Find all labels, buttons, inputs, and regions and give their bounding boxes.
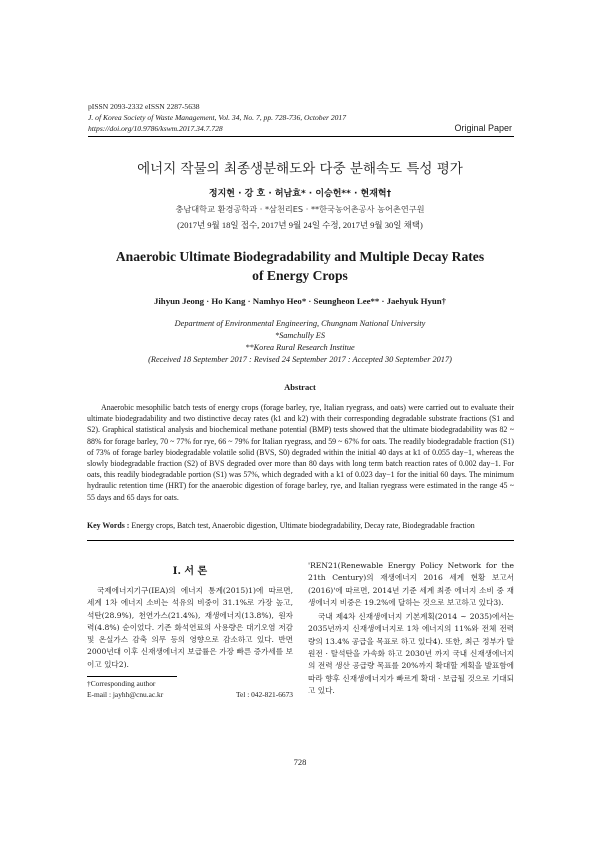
footnote-divider <box>87 676 177 677</box>
section-heading-introduction: I. 서 론 <box>172 566 208 577</box>
intro-paragraph-right-2: 국내 제4차 신재생에너지 기본계획(2014 ~ 2035)에서는 2035년까지 신재생에너지로 1차 에너지의 11%와 전체 전력량의 13.4% 공급을 목표로 하고 있다4). 또한, 최근 정부가 탈원전 · 탈석탄을 가속화 하고 2030년 까지 국내 신재생에너지의 전력 생산 공급량 목표를 20%까지 확대할 계획을 발표함에 따라 향후 신재생에너지가 빠르게 확대 · 보급될 것으로 기대되고 있다. <box>308 612 514 695</box>
abstract-heading: Abstract <box>284 382 316 392</box>
english-dates: (Received 18 September 2017 : Revised 24 September 2017 : Accepted 30 September 2017) <box>148 355 452 364</box>
journal-header <box>88 101 346 134</box>
affiliation-3: **Korea Rural Research Institue <box>245 343 355 352</box>
footnote-tel: Tel : 042-821-6673 <box>236 689 293 699</box>
korean-affiliation: 충남대학교 환경공학과 · *삼천리ES · **한국농어촌공사 농어촌연구원 <box>175 204 425 214</box>
footnote-email: E-mail : jayhh@cnu.ac.kr <box>87 689 164 699</box>
corresponding-author-footnote <box>87 679 293 700</box>
english-title-line-1: Anaerobic Ultimate Biodegradability and Multiple Decay Rates <box>115 249 485 264</box>
keywords-divider <box>87 540 514 541</box>
english-title-line-2: of Energy Crops <box>252 268 348 283</box>
journal-citation: J. of Korea Society of Waste Management, Vol. 34, No. 7, pp. 728-736, October 2017 <box>88 113 347 122</box>
affiliation-2: *Samchully ES <box>274 331 325 340</box>
header-divider <box>88 136 514 137</box>
keywords-label: Key Words : <box>87 521 130 530</box>
intro-right-column <box>308 560 514 697</box>
article-type-label: Original Paper <box>454 123 512 133</box>
english-affiliations <box>70 318 530 354</box>
issn-line: pISSN 2093-2332 eISSN 2287-5638 <box>88 102 200 111</box>
abstract-text: Anaerobic mesophilic batch tests of energy crops (forage barley, rye, Italian ryegrass, and oats) were carried out to evaluate their ultimate biodegradability and two distinctive decay rates (k1 and k2) with their corresponding degradable substrate fractions (S1 and S2). Graphical statistical analysis and biochemical methane potential (BMP) tests showed that the ultimate biodegradability was 82 ~ 88% for forage barley, 70 ~ 77% for rye, 66 ~ 79% for Italian ryegrass, and 59 ~ 67% for oats. The readily biodegradable fraction (S1) of 73% of forage barley biodegradable volatile solid (BVS, S0) degraded within the initial 40 days at k1 of 0.055 day−1, whereas the slowly biodegradable fraction (S2) of BVS degraded over more than 80 days with long term batch reaction rates of 0.002 day−1. For oats, this readily biodegradable portion (S1) was 57%, which degraded with a k1 of 0.023 day−1 for the initial 60 days. The minimum hydraulic retention time (HRT) for the anaerobic digestion of forage barley, rye, and Italian ryegrass were estimated in the range 45 ~ 55 days and 65 days for oats. <box>87 403 514 502</box>
keywords-list: Energy crops, Batch test, Anaerobic digestion, Ultimate biodegradability, Decay rate, Biodegradable fraction <box>131 521 475 530</box>
english-authors: Jihyun Jeong · Ho Kang · Namhyo Heo* · Seungheon Lee** · Jaehyuk Hyun† <box>153 296 447 306</box>
page-number: 728 <box>293 757 307 767</box>
english-title <box>70 247 530 285</box>
doi-link[interactable]: https://doi.org/10.9786/kswm.2017.34.7.728 <box>88 124 223 133</box>
korean-title: 에너지 작물의 최종생분해도와 다중 분해속도 특성 평가 <box>137 161 463 177</box>
korean-dates: (2017년 9월 18일 접수, 2017년 9월 24일 수정, 2017년 9월 30일 채택) <box>177 220 423 230</box>
korean-authors: 정지현 · 강 호 · 허남효* · 이승헌** · 현재혁† <box>208 189 392 199</box>
keywords <box>87 521 514 530</box>
intro-paragraph-right-1: 'REN21(Renewable Energy Policy Network for the 21th Century)의 재생에너지 2016 세계 현황 보고서(2016)'에 따르면, 2014년 기준 세계 최종 에너지 소비 중 재생에너지 비중은 19.2%에 달하는 것으로 보고하고 있다3). <box>308 561 514 607</box>
footnote-label: †Corresponding author <box>87 679 156 688</box>
affiliation-1: Department of Environmental Engineering, Chungnam National University <box>174 319 426 328</box>
intro-paragraph-left: 국제에너지기구(IEA)의 에너지 통계(2015)1)에 따르면, 세계 1차 에너지 소비는 석유의 비중이 31.1%로 가장 높고, 석탄(28.9%), 천연가스(21.4%), 재생에너지(13.8%), 원자력(4.8%) 순이었다. 기존 화석연료의 사용량은 대기오염 저감 및 온실가스 감축 의무 등의 영향으로 감소하고 있다. 반면 2000년대 이후 신재생에너지 보급률은 가장 빠른 증가세를 보이고 있다2). <box>87 586 293 669</box>
